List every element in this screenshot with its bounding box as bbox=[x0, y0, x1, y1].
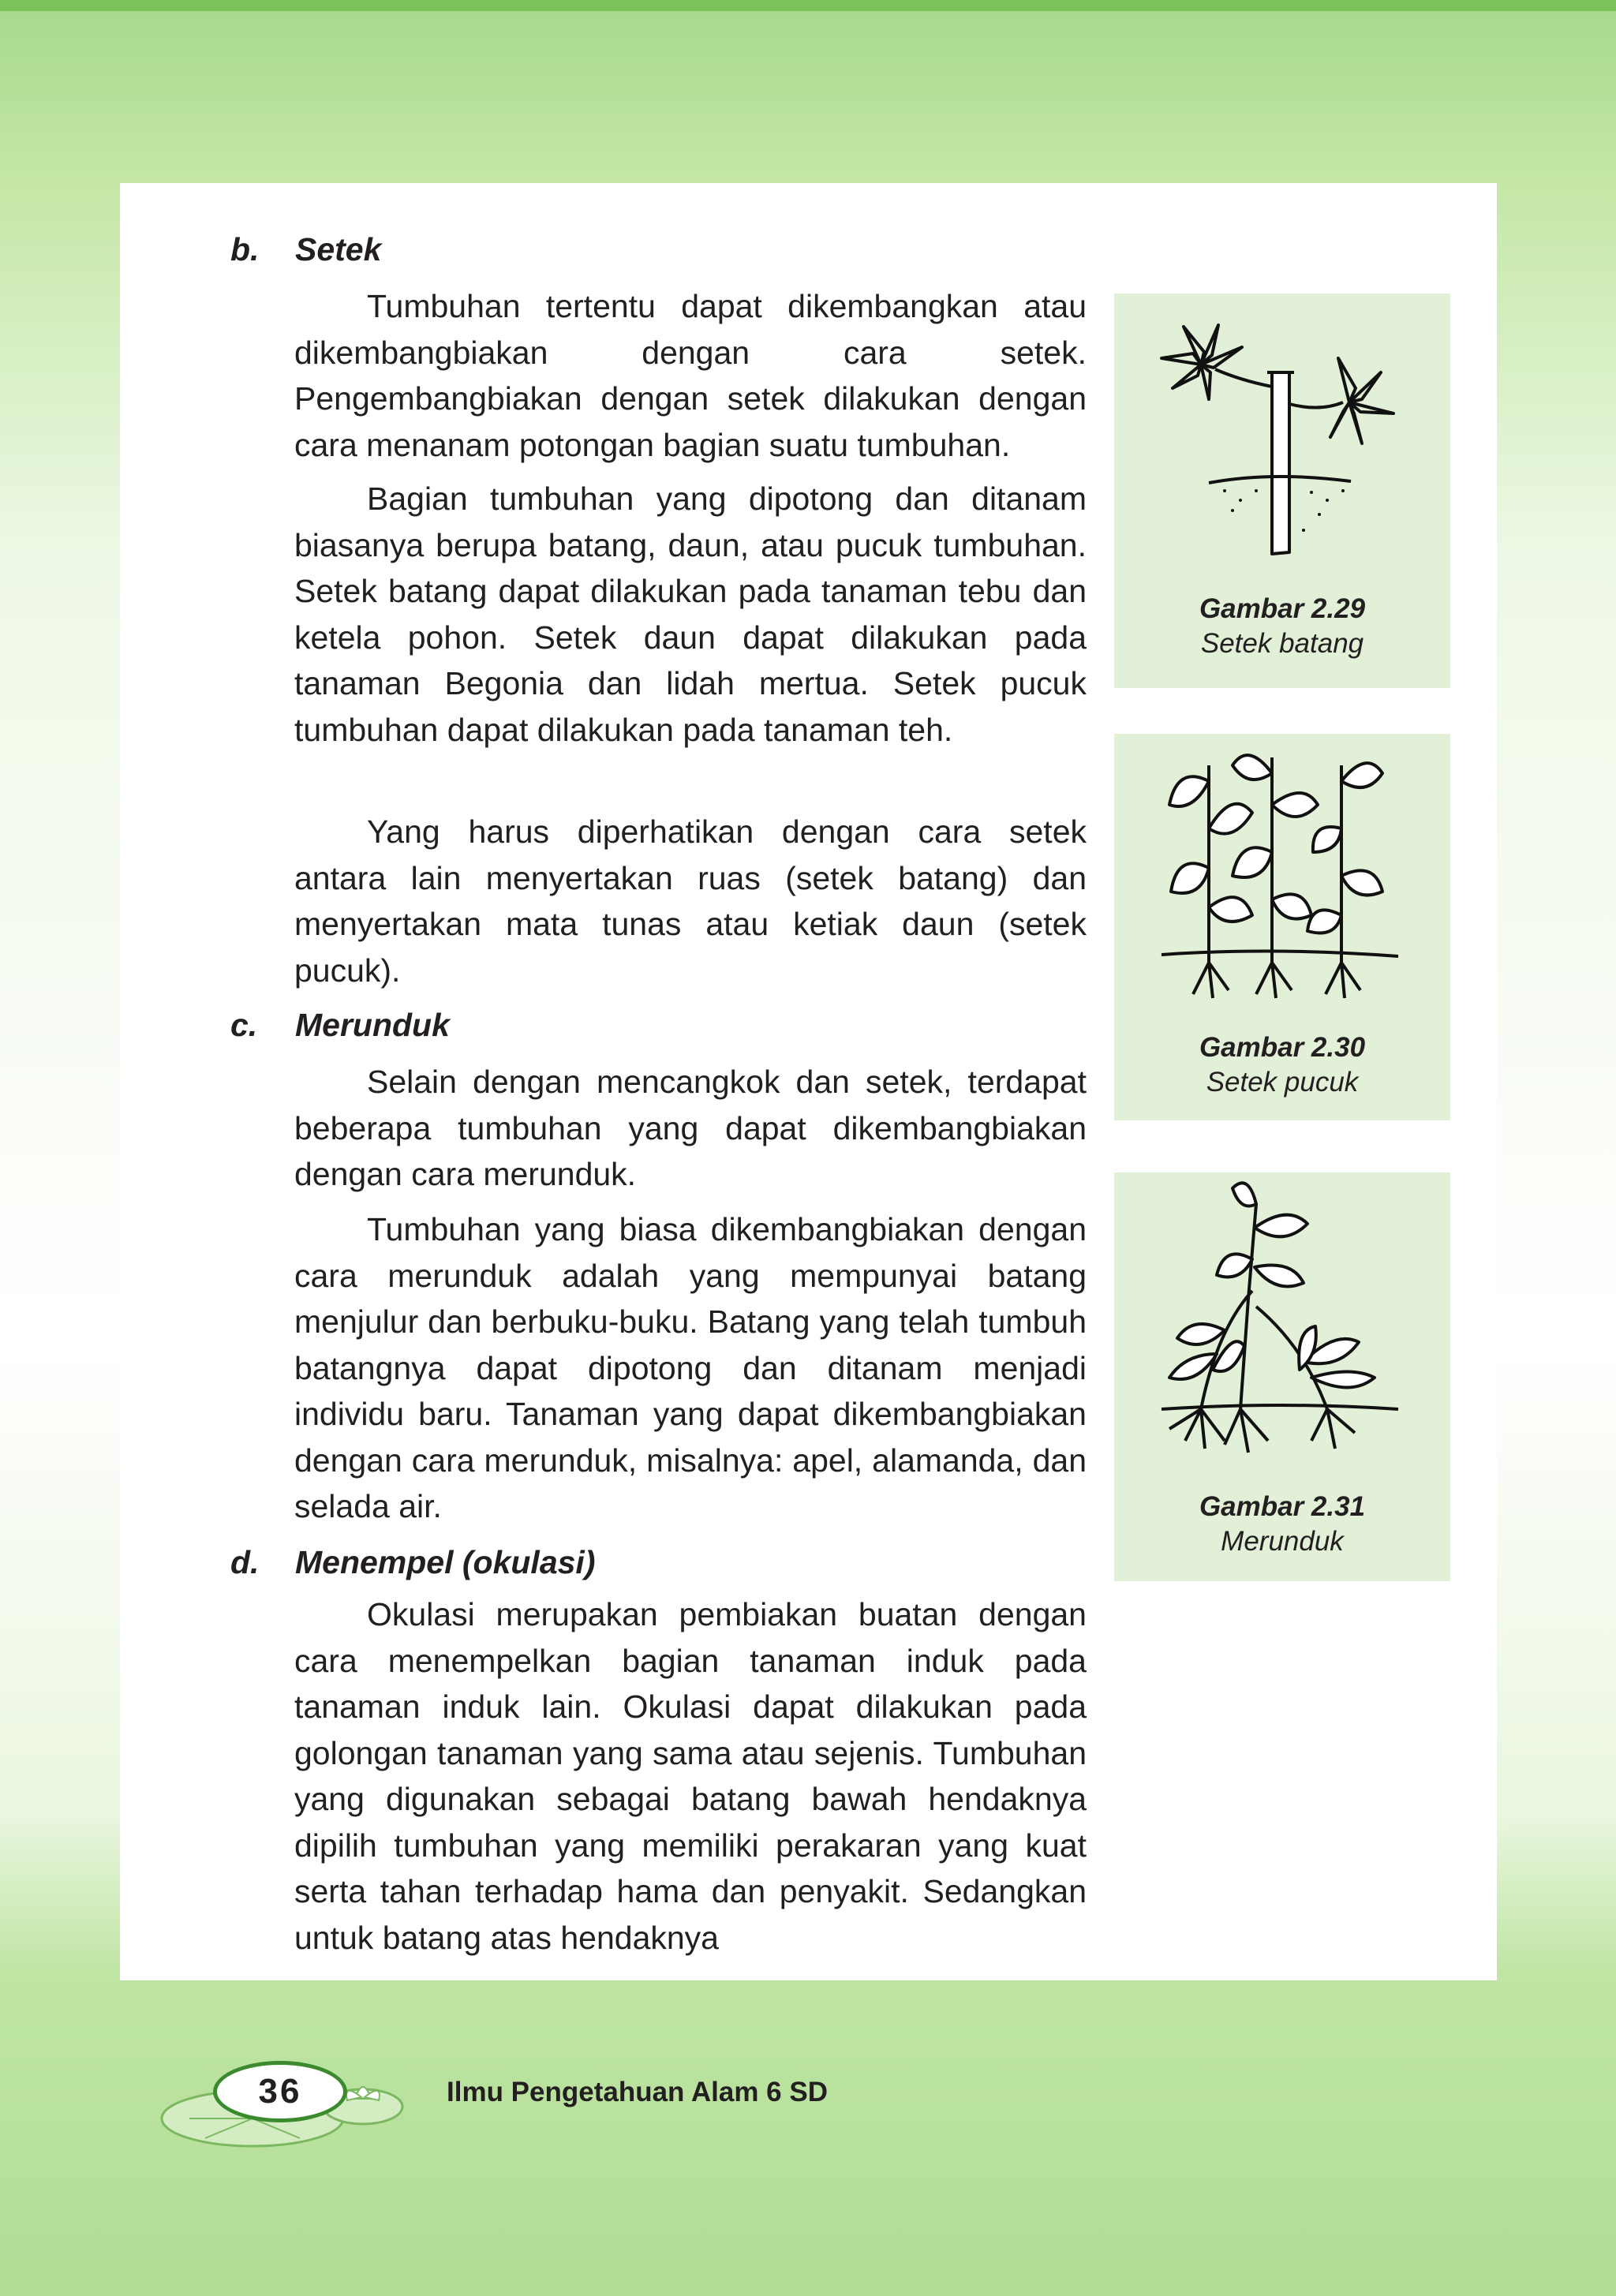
top-border-line bbox=[0, 0, 1616, 11]
paragraph: Tumbuhan tertentu dapat dikembangkan atau dikembangbiakan dengan cara setek. Pengembangbiakan dengan setek dilakukan dengan cara menanam potongan bagian suatu tumbuhan. bbox=[294, 288, 1087, 463]
figure-number: Gambar 2.31 bbox=[1199, 1491, 1366, 1522]
section-letter: d. bbox=[230, 1544, 260, 1580]
section-title: Merunduk bbox=[295, 1007, 450, 1043]
page-number: 36 bbox=[213, 2061, 347, 2122]
figure-caption-text: Merunduk bbox=[1221, 1526, 1344, 1557]
paragraph: Bagian tumbuhan yang dipotong dan ditanam biasanya berupa batang, daun, atau pucuk tumbuhan. Setek batang dapat dilakukan pada tanaman tebu dan ketela pohon. Setek daun dapat dilakukan pada tanaman Begonia dan lidah mertua. Setek pucuk tumbuhan dapat dilakukan pada tanaman teh. bbox=[294, 481, 1087, 748]
shoot-cutting-illustration bbox=[1114, 734, 1450, 1018]
paragraph: Tumbuhan yang biasa dikembangbiakan dengan cara merunduk adalah yang mempunyai batang menjulur dan berbuku-buku. Batang yang telah tumbuh batangnya dapat dipotong dan ditanam menjadi individu baru. Tanaman yang dapat dikembangbiakan dengan cara merunduk, misalnya: apel, alamanda, dan selada air. bbox=[294, 1211, 1087, 1524]
paragraph: Yang harus diperhatikan dengan cara setek antara lain menyertakan ruas (setek batang) dan menyertakan mata tunas atau ketiak daun (setek pucuk). bbox=[294, 813, 1087, 989]
figure-caption bbox=[1114, 592, 1450, 661]
figure-caption bbox=[1114, 1490, 1450, 1559]
paragraph: Selain dengan mencangkok dan setek, terdapat beberapa tumbuhan yang dapat dikembangbiakan dengan cara merunduk. bbox=[294, 1064, 1087, 1192]
section-letter: c. bbox=[230, 1007, 258, 1043]
figure-2-30 bbox=[1114, 734, 1450, 1120]
paragraph: Okulasi merupakan pembiakan buatan dengan cara menempelkan bagian tanaman induk pada tanaman induk lain. Okulasi dapat dilakukan pada golongan tanaman yang sama atau sejenis. Tumbuhan yang digunakan sebagai batang bawah hendaknya dipilih tumbuhan yang memiliki perakaran yang kuat serta tahan terhadap hama dan penyakit. Sedangkan untuk batang atas hendaknya bbox=[294, 1596, 1087, 1956]
figure-caption-text: Setek batang bbox=[1200, 628, 1364, 659]
figure-2-29 bbox=[1114, 294, 1450, 688]
section-title: Setek bbox=[295, 231, 382, 267]
figure-caption-text: Setek pucuk bbox=[1206, 1067, 1359, 1098]
book-title: Ilmu Pengetahuan Alam 6 SD bbox=[447, 2077, 828, 2107]
section-letter: b. bbox=[230, 231, 260, 267]
figure-number: Gambar 2.29 bbox=[1199, 593, 1366, 624]
figure-caption bbox=[1114, 1030, 1450, 1100]
stem-cutting-illustration bbox=[1114, 294, 1450, 578]
figure-number: Gambar 2.30 bbox=[1199, 1032, 1366, 1063]
section-title: Menempel (okulasi) bbox=[295, 1544, 596, 1580]
layering-illustration bbox=[1114, 1172, 1450, 1472]
figure-2-31 bbox=[1114, 1172, 1450, 1581]
